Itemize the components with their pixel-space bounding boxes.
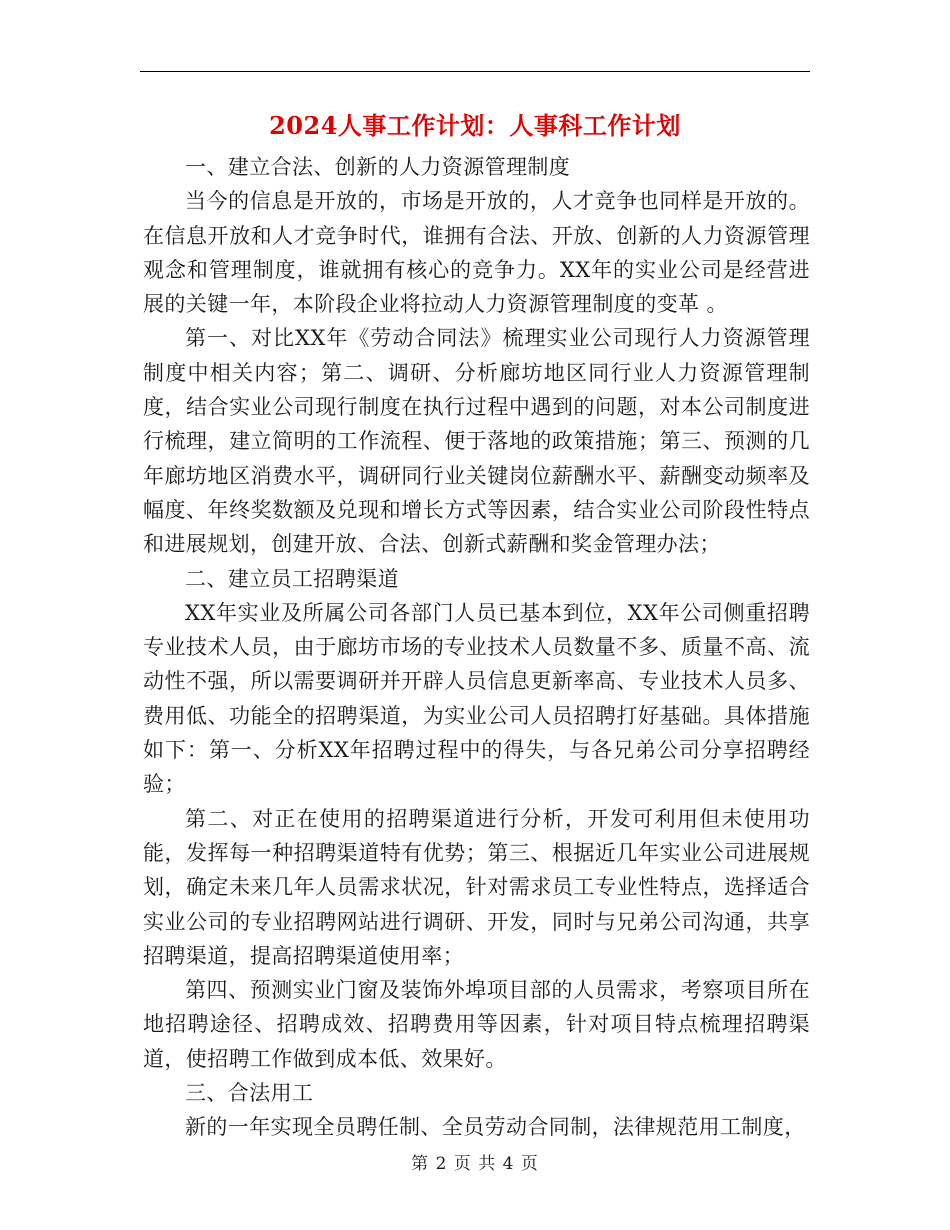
header-rule bbox=[140, 71, 810, 72]
document-title: 2024人事工作计划：人事科工作计划 bbox=[269, 111, 681, 140]
document-body bbox=[143, 150, 810, 1145]
paragraph: 第一、对比XX年《劳动合同法》梳理实业公司现行人力资源管理制度中相关内容；第二、调研、分析廊坊地区同行业人力资源管理制度，结合实业公司现行制度在执行过程中遇到的问题，对本公司制度进行梳理，建立简明的工作流程、便于落地的政策措施；第三、预测的几年廊坊地区消费水平，调研同行业关键岗位薪酬水平、薪酬变动频率及幅度、年终奖数额及兑现和增长方式等因素，结合实业公司阶段性特点和进展规划，创建开放、合法、创新式薪酬和奖金管理办法； bbox=[143, 326, 810, 557]
paragraph: XX年实业及所属公司各部门人员已基本到位，XX年公司侧重招聘专业技术人员，由于廊坊市场的专业技术人员数量不多、质量不高、流动性不强，所以需要调研并开辟人员信息更新率高、专业技术人员多、费用低、功能全的招聘渠道，为实业公司人员招聘打好基础。具体措施如下：第一、分析XX年招聘过程中的得失，与各兄弟公司分享招聘经验； bbox=[143, 600, 810, 797]
paragraph: 当今的信息是开放的，市场是开放的，人才竞争也同样是开放的。在信息开放和人才竞争时代，谁拥有合法、开放、创新的人力资源管理观念和管理制度，谁就拥有核心的竞争力。XX年的实业公司是经营进展的关键一年，本阶段企业将拉动人力资源管理制度的变革 。 bbox=[143, 189, 810, 317]
paragraph: 第四、预测实业门窗及装饰外埠项目部的人员需求，考察项目所在地招聘途径、招聘成效、招聘费用等因素，针对项目特点梳理招聘渠道，使招聘工作做到成本低、效果好。 bbox=[143, 978, 810, 1071]
section-heading-1: 一、建立合法、创新的人力资源管理制度 bbox=[185, 155, 571, 179]
paragraph: 新的一年实现全员聘任制、全员劳动合同制，法律规范用工制度， bbox=[185, 1115, 806, 1140]
page-number: 第 2 页 共 4 页 bbox=[411, 1154, 539, 1174]
paragraph: 第二、对正在使用的招聘渠道进行分析，开发可利用但未使用功能，发挥每一种招聘渠道特有优势；第三、根据近几年实业公司进展规划，确定未来几年人员需求状况，针对需求员工专业性特点，选择适合实业公司的专业招聘网站进行调研、开发，同时与兄弟公司沟通，共享招聘渠道，提高招聘渠道使用率； bbox=[143, 806, 810, 968]
section-heading-2: 二、建立员工招聘渠道 bbox=[185, 566, 399, 591]
section-heading-3: 三、合法用工 bbox=[185, 1081, 314, 1106]
